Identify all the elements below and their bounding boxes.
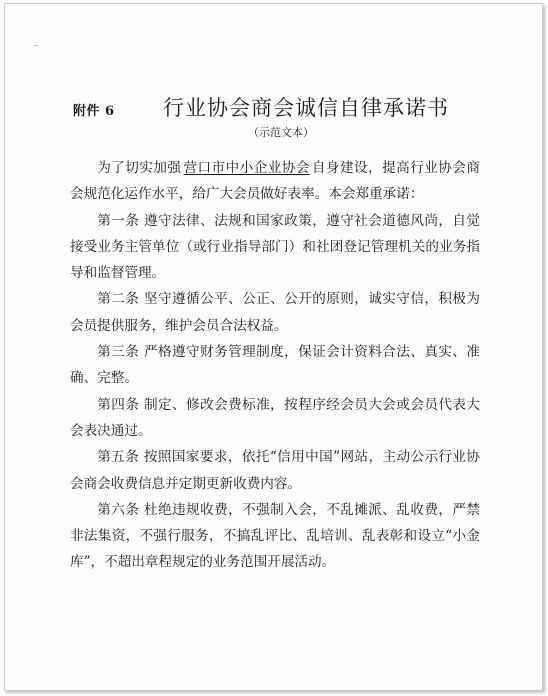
- article-4: [70, 392, 480, 445]
- article-6: [70, 497, 480, 576]
- article-text: 按照国家要求，依托“信用中国”网站，主动公示行业协会商会收费信息并定期更新收费内容。: [70, 449, 481, 492]
- article-1: [70, 208, 480, 287]
- attachment-label: 附件 6: [73, 104, 115, 119]
- article-2: [70, 286, 480, 339]
- intro-suffix: 自身建设，提高行业协会商会规范化运作水平，给广大会员做好表率。本会郑重承诺：: [70, 160, 480, 203]
- intro-prefix: 为了切实加强: [97, 160, 182, 176]
- article-label: 第五条: [97, 449, 140, 466]
- org-name-field: 营口市中小企业协会: [183, 160, 310, 176]
- article-text: 制定、修改会费标准，按程序经会员大会或会员代表大会表决通过。: [70, 396, 481, 439]
- article-3: [70, 339, 480, 392]
- article-text: 坚守遵循公平、公正、公开的原则，诚实守信，积极为会员提供服务，维护会员合法权益。: [70, 291, 481, 334]
- document-title: 行业协会商会诚信自律承诺书: [163, 96, 449, 120]
- article-label: 第六条: [97, 501, 140, 518]
- article-text: 杜绝违规收费，不强制入会，不乱摊派、乱收费，严禁非法集资，不强行服务，不搞乱评比、乱培训、乱表彰和设立“小金库”，不超出章程规定的业务范围开展活动。: [70, 501, 481, 571]
- scan-speck: [35, 45, 38, 46]
- document-body: [70, 155, 480, 576]
- document-subtitle: （示范文本）: [248, 126, 314, 139]
- article-label: 第一条: [97, 212, 140, 229]
- article-text: 严格遵守财务管理制度，保证会计资料合法、真实、准确、完整。: [70, 344, 481, 387]
- article-label: 第四条: [97, 396, 140, 413]
- article-5: [70, 444, 480, 497]
- article-label: 第三条: [97, 344, 140, 361]
- article-label: 第二条: [97, 291, 140, 308]
- intro-paragraph: [70, 155, 480, 208]
- article-text: 遵守法律、法规和国家政策，遵守社会道德风尚，自觉接受业务主管单位（或行业指导部门）和社团登记管理机关的业务指导和监督管理。: [70, 212, 481, 282]
